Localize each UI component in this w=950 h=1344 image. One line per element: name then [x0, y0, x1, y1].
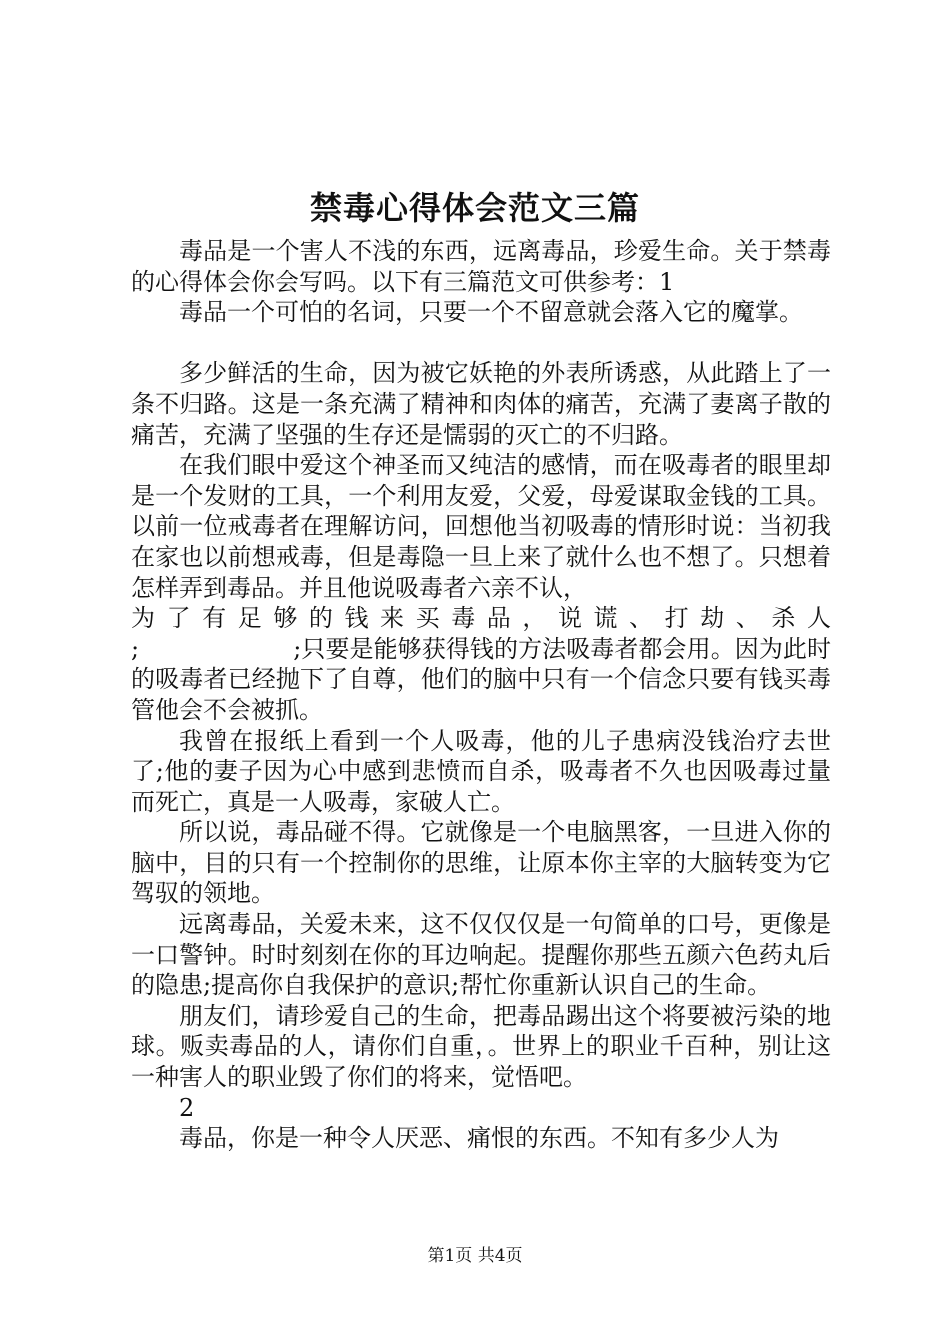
document-body — [131, 236, 831, 1154]
paragraph-7: 朋友们，请珍爱自己的生命，把毒品踢出这个将要被污染的地球。贩卖毒品的人，请你们自重，。世界上的职业千百种，别让这一种害人的职业毁了你们的将来，觉悟吧。 — [131, 1001, 831, 1092]
page-footer: 第1页 共4页 — [427, 1246, 523, 1266]
paragraph-3-end: ; ;只要是能够获得钱的方法吸毒者都会用。因为此时的吸毒者已经抛下了自尊，他们的脑中只有一个信念只要有钱买毒管他会不会被抓。 — [131, 634, 831, 724]
paragraph-8: 毒品，你是一种令人厌恶、痛恨的东西。不知有多少人为 — [179, 1124, 779, 1153]
paragraph-6: 远离毒品，关爱未来，这不仅仅仅是一句简单的口号，更像是一口警钟。时时刻刻在你的耳边响起。提醒你那些五颜六色药丸后的隐患;提高你自我保护的意识;帮忙你重新认识自己的生命。 — [131, 910, 831, 1000]
paragraph-4: 我曾在报纸上看到一个人吸毒，他的儿子患病没钱治疗去世了;他的妻子因为心中感到悲愤而自杀，吸毒者不久也因吸毒过量而死亡，真是一人吸毒，家破人亡。 — [131, 726, 831, 816]
paragraph-5: 所以说，毒品碰不得。它就像是一个电脑黑客，一旦进入你的脑中，目的只有一个控制你的思维，让原本你主宰的大脑转变为它驾驭的领地。 — [131, 818, 831, 908]
paragraph-1: 毒品一个可怕的名词，只要一个不留意就会落入它的魔掌。 — [179, 298, 803, 327]
paragraph-intro: 毒品是一个害人不浅的东西，远离毒品，珍爱生命。关于禁毒的心得体会你会写吗。以下有三篇范文可供参考：1 — [131, 237, 831, 296]
document-title: 禁毒心得体会范文三篇 — [309, 189, 640, 227]
paragraph-3-continued: 为了有足够的钱来买毒品，说谎、打劫、杀人 — [131, 604, 831, 633]
paragraph-2: 多少鲜活的生命，因为被它妖艳的外表所诱惑，从此踏上了一条不归路。这是一条充满了精神和肉体的痛苦，充满了妻离子散的痛苦，充满了坚强的生存还是懦弱的灭亡的不归路。 — [131, 359, 831, 449]
paragraph-3: 在我们眼中爱这个神圣而又纯洁的感情，而在吸毒者的眼里却是一个发财的工具，一个利用友爱，父爱，母爱谋取金钱的工具。以前一位戒毒者在理解访问，回想他当初吸毒的情形时说：当初我在家也以前想戒毒，但是毒隐一旦上来了就什么也不想了。只想着怎样弄到毒品。并且他说吸毒者六亲不认， — [131, 451, 831, 602]
section-number-2: 2 — [179, 1093, 195, 1122]
